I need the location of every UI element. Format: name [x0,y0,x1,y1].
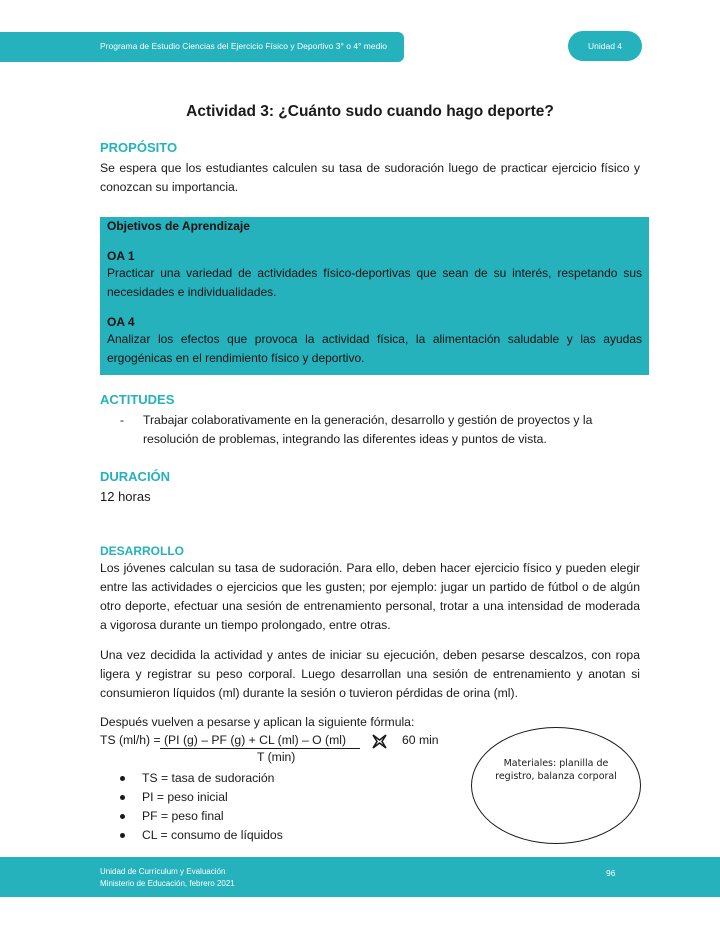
actitudes-text: Trabajar colaborativamente en la generación, desarrollo y gestión de proyectos y la resolución de problemas, integrando las diferentes ideas y puntos de vista. [143,413,593,446]
dash-marker: - [120,413,125,427]
legend-text: PI = peso inicial [142,790,228,804]
legend-item [120,769,283,788]
legend-item [120,788,283,807]
legend-text: CL = consumo de líquidos [142,828,283,842]
legend-item [120,826,283,845]
materiales-ellipse [471,727,641,844]
page-number: 96 [606,868,616,878]
actitudes-heading: ACTITUDES [100,392,175,407]
desarrollo-p1: Los jóvenes calculan su tasa de sudoración. Para ello, deben hacer ejercicio físico y pueden elegir entre las actividades o ejercicios que les gusten; por ejemplo: jugar un partido de fútbol o de algún otro deporte, efectuar una sesión de entrenamiento personal, trotar a una intensidad de moderada a vigorosa durante un tiempo prolongado, entre otras. [100,561,640,632]
formula-numerator: TS (ml/h) = (PI (g) – PF (g) + CL (ml) – O (ml) [100,733,347,747]
unit-badge: Unidad 4 [568,31,642,61]
desarrollo-p3: Después vuelven a pesarse y aplican la siguiente fórmula: [100,715,415,729]
oa4-text: Analizar los efectos que provoca la actividad física, la alimentación saludable y las ayudas ergogénicas en el rendimiento físico y deportivo. [107,332,642,365]
oa1-label: OA 1 [107,249,135,263]
oa4-label: OA 4 [107,315,135,329]
proposito-heading: PROPÓSITO [100,140,178,155]
legend-text: TS = tasa de sudoración [142,771,275,785]
multiply-cross-icon [371,733,388,750]
formula-multiplier: 60 min [402,733,439,747]
materiales-text: Materiales: planilla de registro, balanza corporal [495,758,617,782]
legend-item [120,807,283,826]
footer-unit: Unidad de Currículum y Evaluación [100,867,226,876]
bullet-icon [120,776,125,781]
proposito-text: Se espera que los estudiantes calculen su tasa de sudoración luego de practicar ejercicio físico y conozcan su importancia. [100,161,640,194]
legend-text: PF = peso final [142,809,224,823]
objetivos-box [100,217,649,375]
desarrollo-p2: Una vez decidida la actividad y antes de iniciar su ejecución, deben pesarse descalzos, con ropa ligera y registrar su peso corporal. Luego desarrollan una sesión de entrenamiento y anotan si consumieron líquidos (ml) durante la sesión o tuvieron pérdidas de orina (ml). [100,648,640,700]
formula-denominator: T (min) [257,750,296,764]
bullet-icon [120,814,125,819]
desarrollo-heading: DESARROLLO [100,544,184,558]
formula-legend [120,769,283,845]
oa1-text: Practicar una variedad de actividades físico-deportivas que sean de su interés, respetando sus necesidades e individualidades. [107,266,642,299]
program-title: Programa de Estudio Ciencias del Ejercicio Físico y Deportivo 3° o 4° medio [100,41,387,51]
objetivos-heading: Objetivos de Aprendizaje [107,219,250,233]
bullet-icon [120,795,125,800]
duracion-heading: DURACIÓN [100,469,171,484]
activity-title: Actividad 3: ¿Cuánto sudo cuando hago deporte? [186,103,554,120]
footer-ministry: Ministerio de Educación, febrero 2021 [100,879,235,888]
bullet-icon [120,833,125,838]
duracion-value: 12 horas [100,489,151,504]
fraction-bar [160,748,360,749]
